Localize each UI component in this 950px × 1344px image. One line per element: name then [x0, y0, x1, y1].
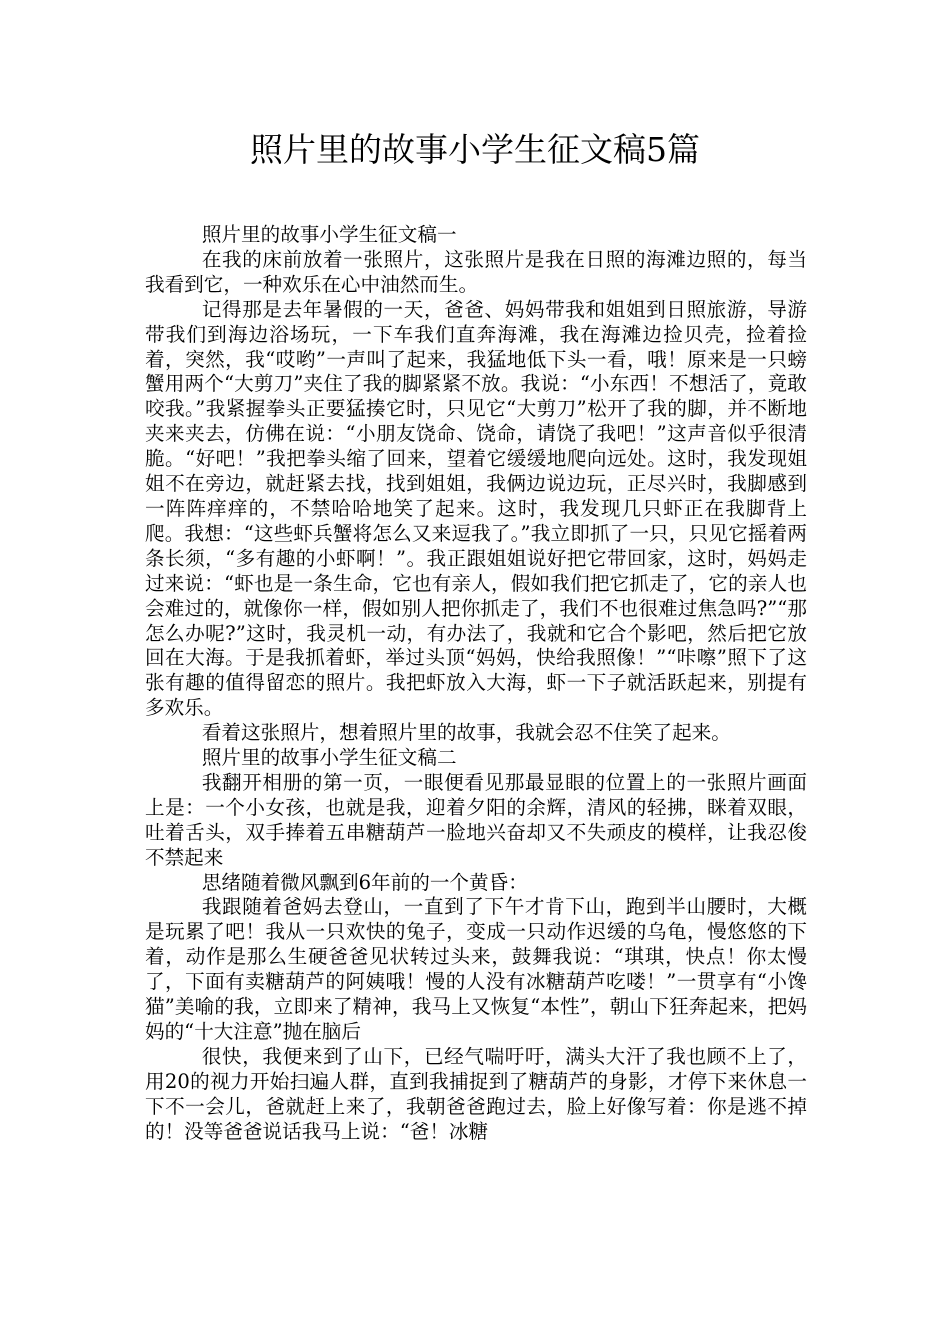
paragraph: 我跟随着爸妈去登山，一直到了下午才肯下山，跑到半山腰时，大概是玩累了吧！我从一只欢快的兔子，变成一只动作迟缓的乌龟，慢悠悠的下着，动作是那么生硬爸爸见状转过头来，鼓舞我说：“琪琪，快点！你太慢了，下面有卖糖葫芦的阿姨哦！慢的人没有冰糖葫芦吃喽！”一贯享有“小馋猫”美喻的我，立即来了精神，我马上又恢复“本性”，朝山下狂奔起来，把妈妈的“十大注意”抛在脑后 — [145, 895, 807, 1043]
section-heading-1: 照片里的故事小学生征文稿一 — [201, 223, 457, 246]
paragraph: 我翻开相册的第一页，一眼便看见那最显眼的位置上的一张照片画面上是：一个小女孩，也就是我，迎着夕阳的余辉，清风的轻拂，眯着双眼，吐着舌头，双手捧着五串糖葫芦一脸地兴奋却又不失顽皮的模样，让我忍俊不禁起来 — [145, 770, 807, 869]
paragraph: 在我的床前放着一张照片，这张照片是我在日照的海滩边照的，每当我看到它，一种欢乐在心中油然而生。 — [145, 247, 807, 296]
document-title: 照片里的故事小学生征文稿5篇 — [250, 130, 700, 169]
paragraph: 思绪随着微风飘到6年前的一个黄昏： — [201, 870, 528, 894]
paragraph: 很快，我便来到了山下，已经气喘吁吁，满头大汗了我也顾不上了，用20的视力开始扫遍人群，直到我捕捉到了糖葫芦的身影，才停下来休息一下不一会儿，爸就赶上来了，我朝爸爸跑过去，脸上好像写着：你是逃不掉的！没等爸爸说话我马上说：“爸！冰糖 — [145, 1044, 807, 1143]
paragraph: 看着这张照片，想着照片里的故事，我就会忍不住笑了起来。 — [201, 721, 731, 745]
document-body — [145, 223, 807, 1145]
paragraph: 记得那是去年暑假的一天，爸爸、妈妈带我和姐姐到日照旅游，导游带我们到海边浴场玩，一下车我们直奔海滩，我在海滩边捡贝壳，捡着捡着，突然，我“哎哟”一声叫了起来，我猛地低下头一看，哦！原来是一只螃蟹用两个“大剪刀”夹住了我的脚紧紧不放。我说：“小东西！不想活了，竟敢咬我。”我紧握拳头正要猛揍它时，只见它“大剪刀”松开了我的脚，并不断地夹来夹去，仿佛在说：“小朋友饶命、饶命，请饶了我吧！”这声音似乎很清脆。“好吧！”我把拳头缩了回来，望着它缓缓地爬向远处。这时，我发现姐姐不在旁边，就赶紧去找，找到姐姐，我俩边说边玩，正尽兴时，我脚感到一阵阵痒痒的，不禁哈哈地笑了起来。这时，我发现几只虾正在我脚背上爬。我想：“这些虾兵蟹将怎么又来逗我了。”我立即抓了一只，只见它摇着两条长须，“多有趣的小虾啊！”。我正跟姐姐说好把它带回家，这时，妈妈走过来说：“虾也是一条生命，它也有亲人，假如我们把它抓走了，它的亲人也会难过的，就像你一样，假如别人把你抓走了，我们不也很难过焦急吗?”“那怎么办呢?”这时，我灵机一动，有办法了，我就和它合个影吧，然后把它放回在大海。于是我抓着虾，举过头顶“妈妈，快给我照像！”“咔嚓”照下了这张有趣的值得留恋的照片。我把虾放入大海，虾一下子就活跃起来，别提有多欢乐。 — [145, 297, 807, 720]
section-heading-2: 照片里的故事小学生征文稿二 — [201, 746, 457, 770]
